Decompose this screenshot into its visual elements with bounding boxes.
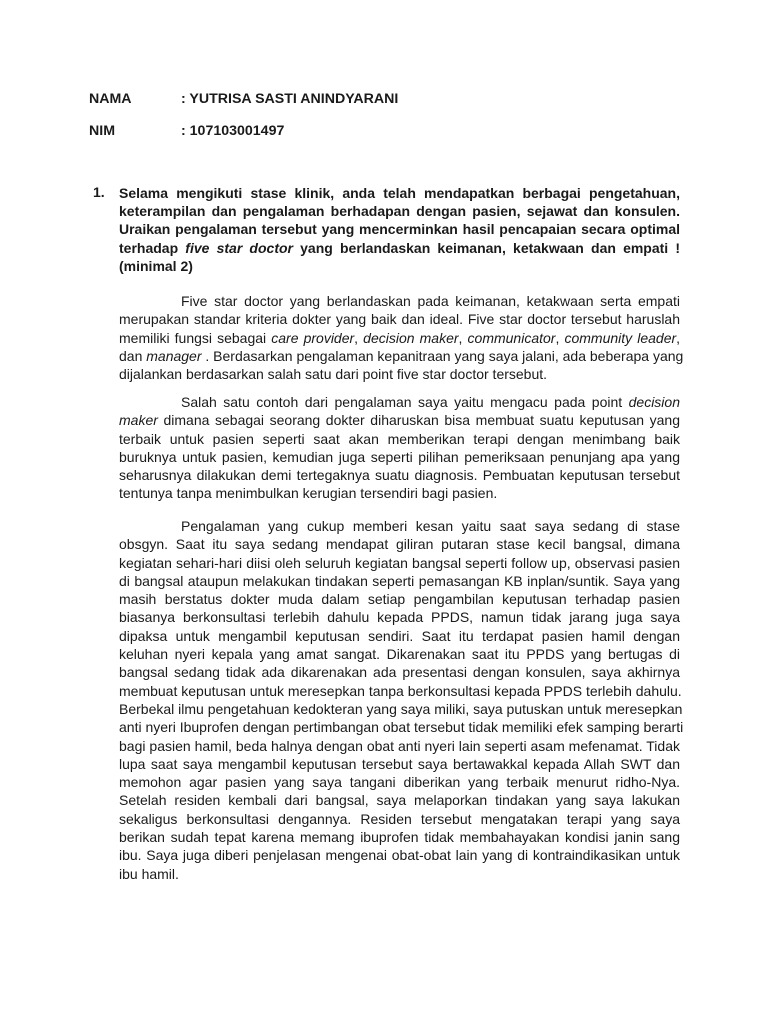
name-label: NAMA	[89, 91, 132, 107]
text-line: obsgyn. Saat itu saya sedang mendapat giliran putaran stase kecil bangsal, dimana	[119, 536, 680, 553]
text-line: memiliki fungsi sebagai care provider, decision maker, communicator, community leader,	[119, 329, 681, 346]
text-line: keluhan nyeri kepala yang amat sangat. Dikarenakan saat itu PPDS yang bertugas di	[119, 646, 680, 663]
text-line: dijalankan berdasarkan salah satu dari point five star doctor tersebut.	[119, 366, 548, 383]
text-line: (minimal 2)	[119, 257, 193, 274]
text-line: masih berstatus dokter muda dalam setiap pengambilan keputusan terhadap pasien	[119, 591, 680, 608]
question-text	[119, 184, 680, 275]
question-number: 1.	[93, 184, 105, 200]
nim-label: NIM	[89, 123, 116, 139]
text-line: Berbekal ilmu pengetahuan kedokteran yang saya miliki, saya putuskan untuk meresepkan	[119, 700, 683, 717]
paragraph-1	[119, 292, 684, 383]
text-line: Five star doctor yang berlandaskan pada keimanan, ketakwaan serta empati	[181, 293, 680, 309]
text-line: Selama mengikuti stase klinik, anda telah mendapatkan berbagai pengetahuan,	[119, 185, 680, 201]
text-line: membuat keputusan untuk meresepkan tanpa berkonsultasi kepada PPDS terlebih dahulu.	[119, 682, 682, 699]
text-line: memohon agar pasien yang saya tangani diberikan yang terbaik menurut ridho-Nya.	[119, 774, 680, 791]
text-line: bangsal sedang tidak ada dikarenakan ada presentasi dengan konsulen, saya akhirnya	[119, 664, 680, 681]
text-line: terhadap five star doctor yang berlandaskan keimanan, ketakwaan dan empati !	[119, 239, 681, 256]
text-line: ibu. Saya juga diberi penjelasan mengenai obat-obat lain yang di kontraindikasikan untuk	[119, 847, 680, 864]
text-line: tentunya tanpa menimbulkan kerugian tersendiri bagi pasien.	[119, 485, 498, 502]
text-line: Salah satu contoh dari pengalaman saya yaitu mengacu pada point decision	[181, 394, 680, 410]
text-line: buruknya untuk pasien, kemudian juga seperti pilihan pemeriksaan penunjang apa yang	[119, 448, 680, 465]
text-line: dipaksa untuk mengambil keputusan sendiri. Saat itu terdapat pasien hamil dengan	[119, 627, 680, 644]
text-line: seharusnya dilakukan demi tertegaknya suatu diagnosis. Pembuatan keputusan tersebut	[119, 467, 680, 484]
text-line: terbaik untuk pasien seperti saat akan memberikan terapi dengan menimbang baik	[119, 430, 680, 447]
text-line: keterampilan dan pengalaman berhadapan dengan pasien, sejawat dan konsulen.	[119, 203, 680, 220]
text-line: kegiatan sehari-hari diisi oleh seluruh kegiatan bangsal seperti follow up, observasi pasien	[119, 554, 680, 571]
text-line: anti nyeri Ibuprofen dengan pertimbangan obat tersebut tidak memiliki efek samping berarti	[119, 719, 684, 736]
text-line: Pengalaman yang cukup memberi kesan yaitu saat saya sedang di stase	[181, 518, 680, 534]
name-value: : YUTRISA SASTI ANINDYARANI	[181, 91, 399, 107]
paragraph-3	[119, 517, 684, 883]
text-line: sekaligus berkonsultasi dengannya. Residen tersebut mengatakan terapi yang saya	[119, 810, 680, 827]
text-line: merupakan standar kriteria dokter yang baik dan ideal. Five star doctor tersebut haruslah	[119, 311, 680, 328]
nim-value: : 107103001497	[181, 123, 285, 139]
text-line: Uraikan pengalaman tersebut yang mencerminkan hasil pencapaian secara optimal	[119, 221, 680, 238]
text-line: ibu hamil.	[119, 865, 179, 882]
text-line: dan manager . Berdasarkan pengalaman kepanitraan yang saya jalani, ada beberapa yang	[119, 347, 684, 364]
text-line: di bangsal ataupun melakukan tindakan seperti pemasangan KB inplan/suntik. Saya yang	[119, 572, 680, 589]
text-line: lupa saat saya mengambil keputusan tersebut saya bertawakkal kepada Allah SWT dan	[119, 755, 680, 772]
text-line: Setelah residen kembali dari bangsal, saya melaporkan tindakan yang saya lakukan	[119, 792, 680, 809]
text-line: bagi pasien hamil, beda halnya dengan obat anti nyeri lain seperti asam mefenamat. Tidak	[119, 737, 680, 754]
paragraph-2	[119, 393, 680, 503]
text-line: biasanya berkonsultasi terlebih dahulu kepada PPDS, namun tidak jarang juga saya	[119, 609, 680, 626]
text-line: berikan sudah tepat karena memang ibuprofen tidak membahayakan kondisi janin sang	[119, 829, 680, 846]
text-line: maker dimana sebagai seorang dokter diharuskan bisa membuat suatu keputusan yang	[119, 412, 680, 429]
